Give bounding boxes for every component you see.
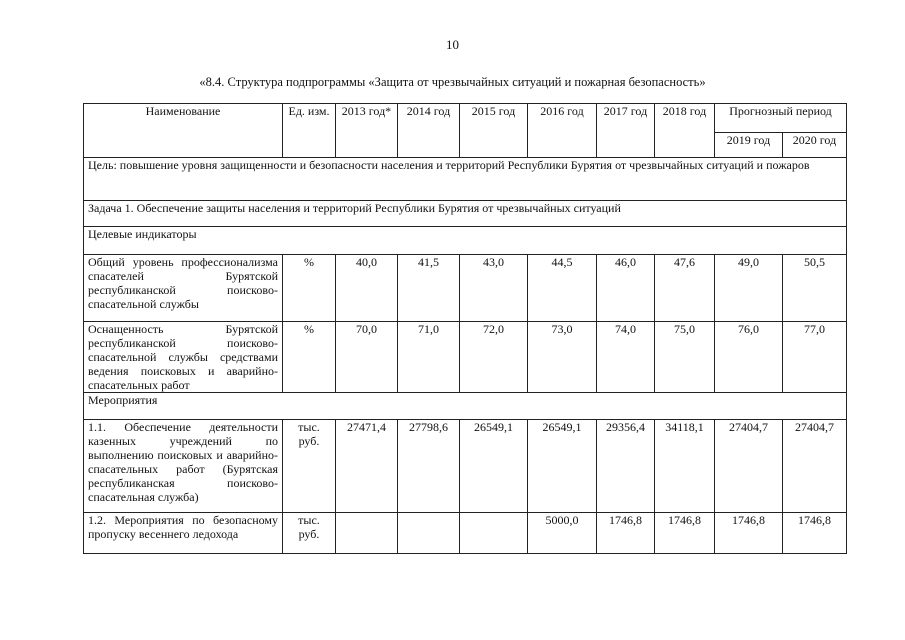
cell-2014: 41,5: [398, 255, 460, 322]
cell-2013: 27471,4: [336, 420, 398, 513]
subprogram-structure-table: [83, 103, 847, 554]
cell-2020: 50,5: [783, 255, 847, 322]
row-unit: тыс. руб.: [283, 513, 336, 554]
row-name: 1.1. Обеспечение деятельности казенных учреждений по выполнению поисковых и аварийно-спасательных работ (Бурятская республиканская поисково-спасательная служба): [84, 420, 283, 513]
cell-2020: 77,0: [783, 322, 847, 393]
header-2015: 2015 год: [460, 104, 528, 158]
row-unit: тыс. руб.: [283, 420, 336, 513]
goal-text: Цель: повышение уровня защищенности и безопасности населения и территорий Республики Бурятия от чрезвычайных ситуаций и пожаров: [84, 158, 847, 201]
cell-2019: 76,0: [715, 322, 783, 393]
cell-2014: [398, 513, 460, 554]
row-name: Общий уровень профессионализма спасателей Бурятской республиканской поисково-спасательной службы: [84, 255, 283, 322]
cell-2015: 26549,1: [460, 420, 528, 513]
cell-2018: 75,0: [655, 322, 715, 393]
cell-2013: [336, 513, 398, 554]
row-unit: %: [283, 255, 336, 322]
header-2014: 2014 год: [398, 104, 460, 158]
header-2019: 2019 год: [715, 133, 783, 158]
header-2013: 2013 год*: [336, 104, 398, 158]
goal-row: [84, 158, 847, 201]
header-2017: 2017 год: [597, 104, 655, 158]
cell-2015: 43,0: [460, 255, 528, 322]
cell-2016: 5000,0: [528, 513, 597, 554]
cell-2019: 27404,7: [715, 420, 783, 513]
cell-2013: 70,0: [336, 322, 398, 393]
cell-2018: 47,6: [655, 255, 715, 322]
cell-2015: 72,0: [460, 322, 528, 393]
cell-2015: [460, 513, 528, 554]
cell-2014: 27798,6: [398, 420, 460, 513]
cell-2018: 1746,8: [655, 513, 715, 554]
cell-2016: 26549,1: [528, 420, 597, 513]
measures-label-row: [84, 393, 847, 420]
cell-2016: 44,5: [528, 255, 597, 322]
header-forecast: Прогнозный период: [715, 104, 847, 133]
row-name: 1.2. Мероприятия по безопасному пропуску весеннего ледохода: [84, 513, 283, 554]
cell-2017: 29356,4: [597, 420, 655, 513]
indicators-label-row: [84, 227, 847, 255]
header-2016: 2016 год: [528, 104, 597, 158]
indicators-label: Целевые индикаторы: [84, 227, 847, 255]
cell-2019: 1746,8: [715, 513, 783, 554]
cell-2020: 1746,8: [783, 513, 847, 554]
header-name: Наименование: [84, 104, 283, 158]
cell-2020: 27404,7: [783, 420, 847, 513]
table-row: [84, 513, 847, 554]
header-2018: 2018 год: [655, 104, 715, 158]
table-row: [84, 322, 847, 393]
row-name: Оснащенность Бурятской республиканской поисково-спасательной службы средствами ведения поисковых и аварийно-спасательных работ: [84, 322, 283, 393]
table-row: [84, 420, 847, 513]
table-row: [84, 255, 847, 322]
task-text: Задача 1. Обеспечение защиты населения и территорий Республики Бурятия от чрезвычайных ситуаций: [84, 201, 847, 227]
header-2020: 2020 год: [783, 133, 847, 158]
task-row: [84, 201, 847, 227]
row-unit: %: [283, 322, 336, 393]
cell-2017: 46,0: [597, 255, 655, 322]
cell-2014: 71,0: [398, 322, 460, 393]
cell-2017: 74,0: [597, 322, 655, 393]
cell-2013: 40,0: [336, 255, 398, 322]
header-unit: Ед. изм.: [283, 104, 336, 158]
cell-2019: 49,0: [715, 255, 783, 322]
measures-label: Мероприятия: [84, 393, 847, 420]
cell-2016: 73,0: [528, 322, 597, 393]
cell-2018: 34118,1: [655, 420, 715, 513]
page-number: 10: [446, 37, 459, 52]
header-row: [84, 104, 847, 133]
section-title: «8.4. Структура подпрограммы «Защита от чрезвычайных ситуаций и пожарная безопасность»: [199, 75, 706, 89]
cell-2017: 1746,8: [597, 513, 655, 554]
